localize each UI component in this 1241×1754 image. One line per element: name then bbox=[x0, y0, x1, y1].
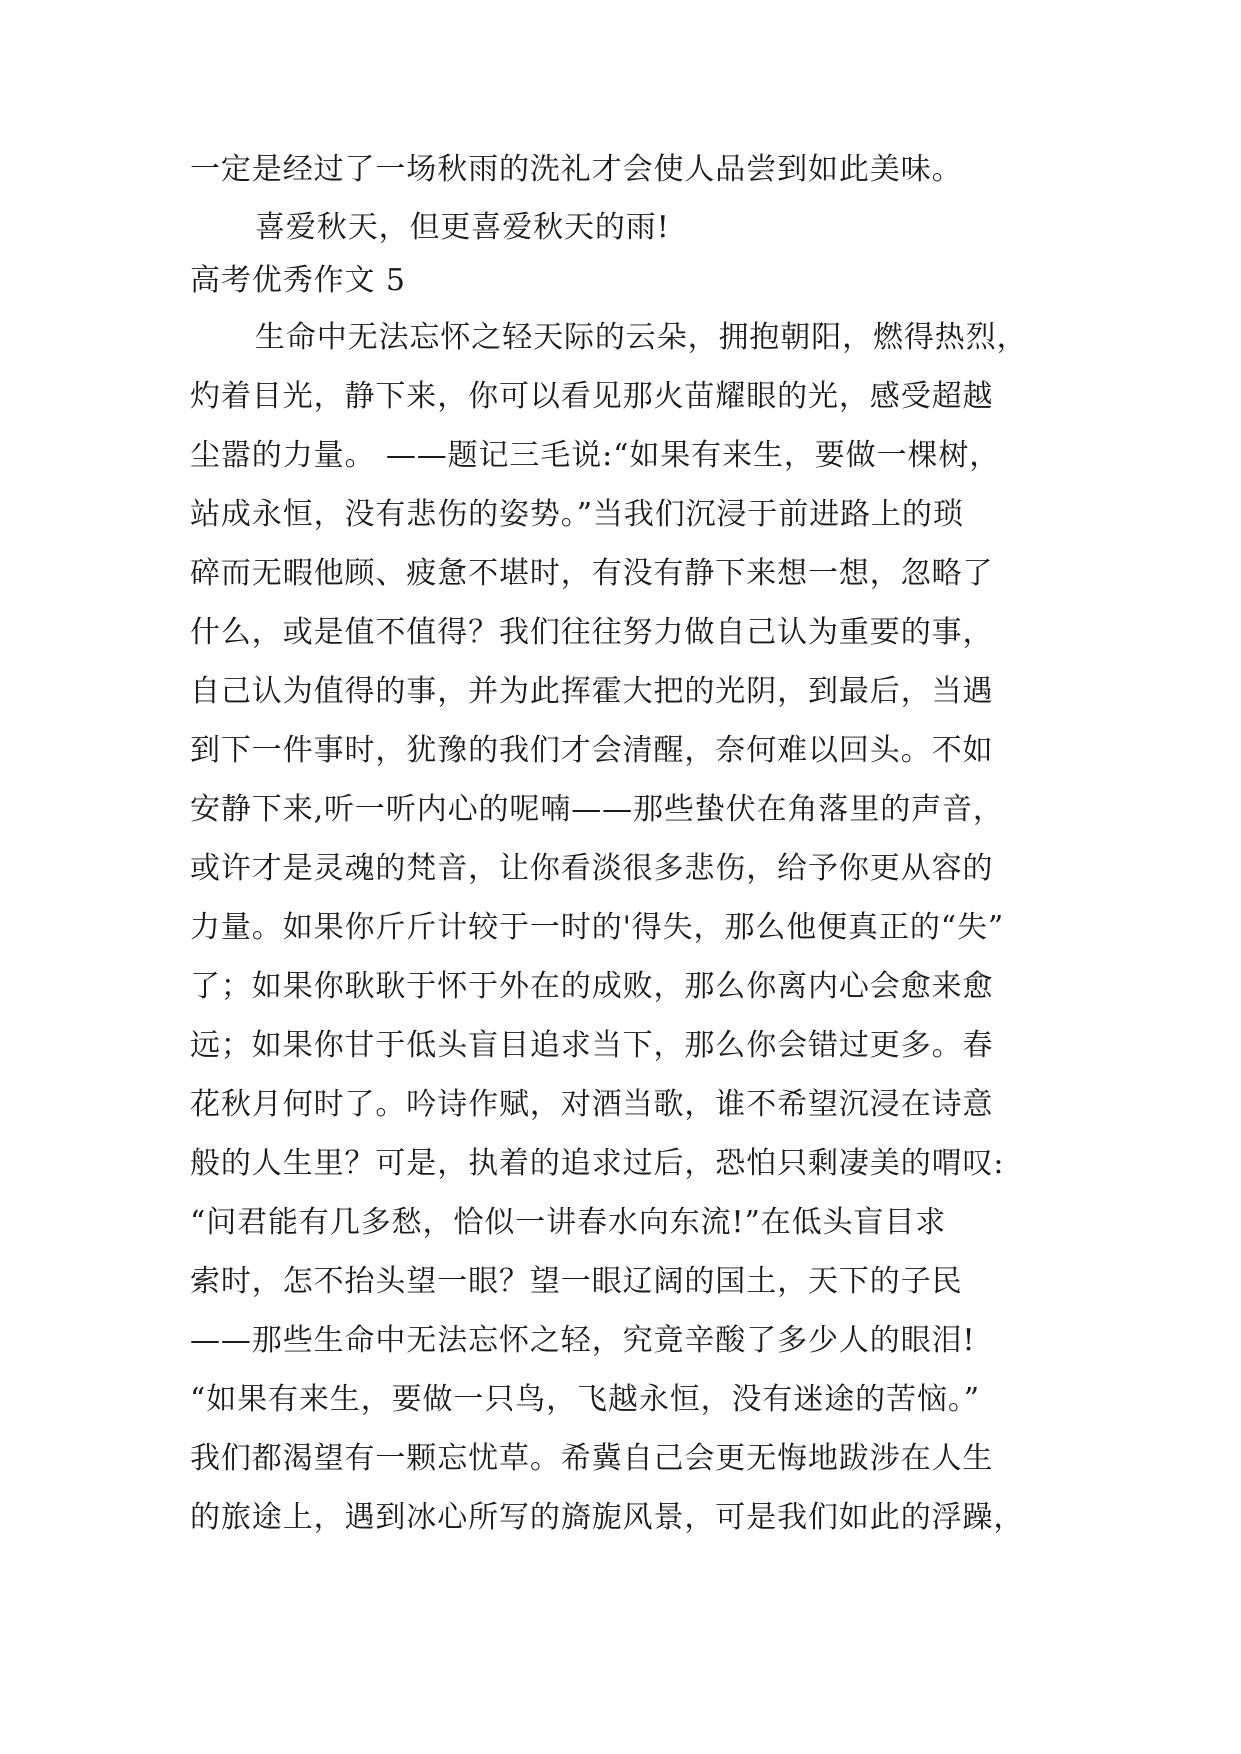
text-line: “如果有来生，要做一只鸟，飞越永恒，没有迷途的苦恼。” bbox=[190, 1382, 980, 1417]
text-line: 索时，怎不抬头望一眼？望一眼辽阔的国土，天下的子民 bbox=[190, 1264, 963, 1299]
text-line: 远；如果你甘于低头盲目追求当下，那么你会错过更多。春 bbox=[190, 1028, 994, 1063]
text-line: 生命中无法忘怀之轻天际的云朵，拥抱朝阳，燃得热烈， bbox=[255, 320, 1028, 355]
text-line: “问君能有几多愁，恰似一讲春水向东流!”在低头盲目求 bbox=[190, 1205, 947, 1240]
text-line: 般的人生里？可是，执着的追求过后，恐怕只剩凄美的喟叹: bbox=[190, 1146, 1005, 1181]
text-line: 喜爱秋天，但更喜爱秋天的雨! bbox=[255, 210, 670, 245]
text-line: 我们都渴望有一颗忘忧草。希冀自己会更无悔地跋涉在人生 bbox=[190, 1441, 994, 1476]
text-line: 了；如果你耿耿于怀于外在的成败，那么你离内心会愈来愈 bbox=[190, 969, 994, 1004]
text-line: 安静下来,听一听内心的呢喃——那些蛰伏在角落里的声音， bbox=[190, 792, 1004, 827]
text-line: 站成永恒，没有悲伤的姿势。”当我们沉浸于前进路上的琐 bbox=[190, 497, 964, 532]
text-line: 的旅途上，遇到冰心所写的旖旎风景，可是我们如此的浮躁， bbox=[190, 1500, 1025, 1535]
text-line: 到下一件事时，犹豫的我们才会清醒，奈何难以回头。不如 bbox=[190, 733, 994, 768]
text-line: ——那些生命中无法忘怀之轻，究竟辛酸了多少人的眼泪! bbox=[190, 1323, 976, 1358]
text-line: 自己认为值得的事，并为此挥霍大把的光阴，到最后，当遇 bbox=[190, 674, 994, 709]
text-line: 力量。如果你斤斤计较于一时的'得失，那么他便真正的“失” bbox=[190, 910, 1005, 945]
text-line: 花秋月何时了。吟诗作赋，对酒当歌，谁不希望沉浸在诗意 bbox=[190, 1087, 994, 1122]
text-line: 什么，或是值不值得？我们往往努力做自己认为重要的事， bbox=[190, 615, 994, 650]
text-line: 尘嚣的力量。 ——题记三毛说:“如果有来生，要做一棵树， bbox=[190, 438, 1001, 473]
text-line: 或许才是灵魂的梵音，让你看淡很多悲伤，给予你更从容的 bbox=[190, 851, 994, 886]
text-line: 一定是经过了一场秋雨的洗礼才会使人品尝到如此美味。 bbox=[190, 152, 963, 187]
text-line: 碎而无暇他顾、疲惫不堪时，有没有静下来想一想，忽略了 bbox=[190, 556, 994, 591]
section-heading: 高考优秀作文 5 bbox=[190, 263, 406, 298]
text-line: 灼着目光，静下来，你可以看见那火苗耀眼的光，感受超越 bbox=[190, 379, 994, 414]
